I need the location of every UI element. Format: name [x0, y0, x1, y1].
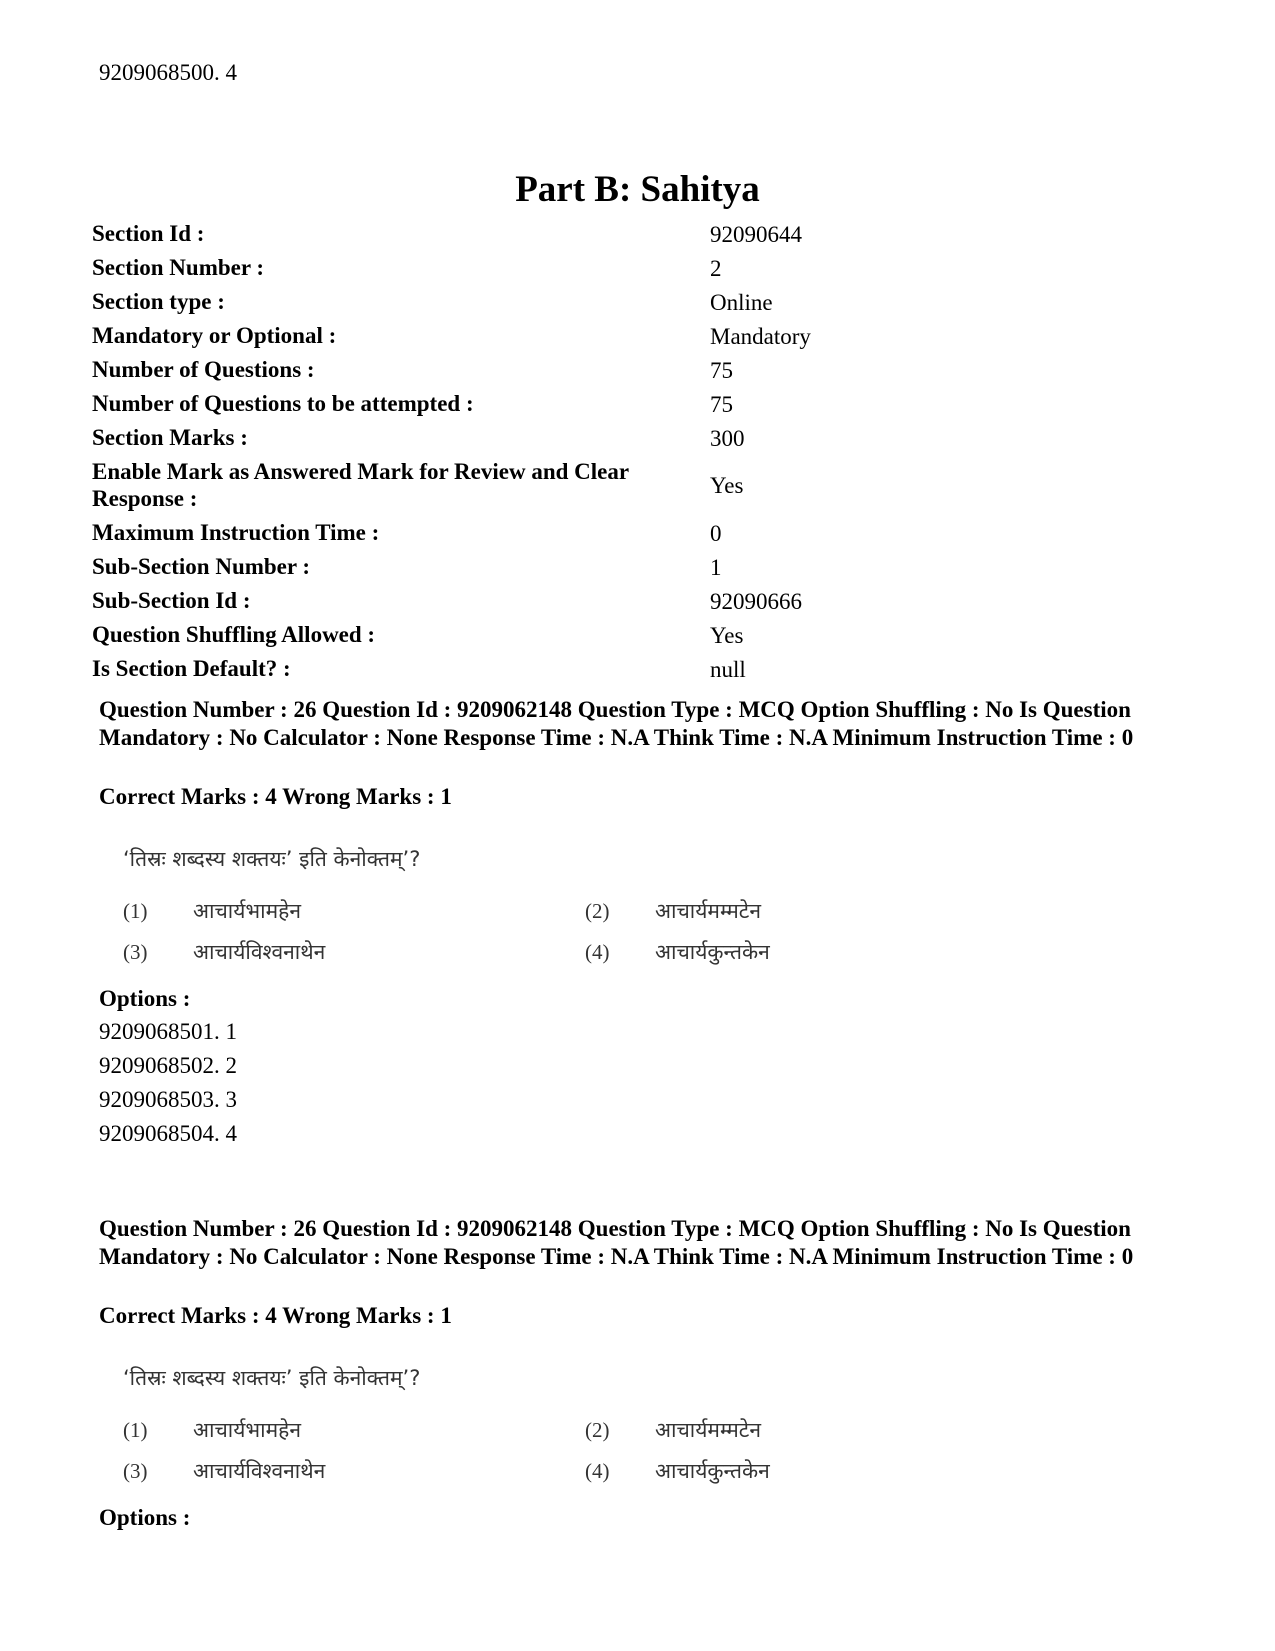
info-row: [92, 516, 811, 550]
choice-1: [123, 1416, 301, 1444]
choice-text: आचार्यकुन्तकेन: [655, 1459, 770, 1483]
info-value: 75: [710, 391, 733, 417]
part-title: Part B: Sahitya: [515, 169, 760, 210]
option-id: 9209068504. 4: [99, 1121, 237, 1146]
section-info-table: [92, 217, 811, 686]
info-value: 75: [710, 357, 733, 383]
choice-text: आचार्यभामहेन: [193, 1418, 301, 1442]
options-label: Options :: [99, 986, 191, 1011]
choice-number: (2): [585, 1418, 610, 1442]
info-row: [92, 618, 811, 652]
choice-2: [585, 1416, 761, 1444]
question-marks: Correct Marks : 4 Wrong Marks : 1: [99, 784, 452, 809]
choice-4: [585, 1457, 770, 1485]
info-row: [92, 387, 811, 421]
choice-number: (3): [123, 940, 148, 964]
info-value: 0: [710, 520, 722, 546]
choice-2: [585, 897, 761, 925]
question-text: ‘तिस्रः शब्दस्य शक्तयः’ इति केनोक्तम्’?: [123, 847, 421, 871]
previous-option-id: 9209068500. 4: [99, 60, 237, 85]
info-label: Section Number :: [92, 255, 265, 280]
choice-text: आचार्यविश्वनाथेन: [193, 1459, 326, 1483]
info-label: Mandatory or Optional :: [92, 323, 337, 348]
info-value: null: [710, 656, 746, 682]
choice-text: आचार्यभामहेन: [193, 899, 301, 923]
info-label: Section Marks :: [92, 425, 248, 450]
info-value: Yes: [710, 473, 744, 498]
choice-text: आचार्यमम्मटेन: [655, 1418, 762, 1442]
info-value: 300: [710, 425, 745, 451]
info-row: [92, 353, 811, 387]
info-row: [92, 217, 811, 251]
info-row: [92, 319, 811, 353]
info-label: Enable Mark as Answered Mark for Review and Clear Response :: [92, 459, 629, 511]
choice-number: (2): [585, 899, 610, 923]
question-marks: Correct Marks : 4 Wrong Marks : 1: [99, 1303, 452, 1328]
question-header: Question Number : 26 Question Id : 9209062148 Question Type : MCQ Option Shuffling : No Is Question Mandatory : No Calculator : None Response Time : N.A Think Time : N.A Minimum Instruction Time : 0: [99, 1216, 1134, 1269]
option-id: 9209068503. 3: [99, 1087, 237, 1112]
choice-text: आचार्यकुन्तकेन: [655, 940, 770, 964]
info-value: Online: [710, 289, 773, 315]
choice-4: [585, 938, 770, 966]
choice-3: [123, 1457, 325, 1485]
option-id: 9209068501. 1: [99, 1019, 237, 1044]
choice-3: [123, 938, 325, 966]
choice-1: [123, 897, 301, 925]
info-value: 92090644: [710, 221, 802, 247]
question-header: Question Number : 26 Question Id : 9209062148 Question Type : MCQ Option Shuffling : No Is Question Mandatory : No Calculator : None Response Time : N.A Think Time : N.A Minimum Instruction Time : 0: [99, 697, 1134, 750]
info-value: 1: [710, 554, 722, 580]
info-row: [92, 285, 811, 319]
info-label: Section type :: [92, 289, 225, 314]
options-label: Options :: [99, 1505, 191, 1530]
info-label: Is Section Default? :: [92, 656, 291, 681]
info-label: Number of Questions to be attempted :: [92, 391, 474, 416]
choice-number: (1): [123, 899, 148, 923]
info-row: [92, 251, 811, 285]
info-value: Yes: [710, 622, 744, 648]
question-text: ‘तिस्रः शब्दस्य शक्तयः’ इति केनोक्तम्’?: [123, 1366, 421, 1390]
info-row: [92, 584, 811, 618]
choice-number: (4): [585, 1459, 610, 1483]
info-row: [92, 455, 811, 516]
choice-number: (4): [585, 940, 610, 964]
info-label: Sub-Section Number :: [92, 554, 311, 579]
info-label: Section Id :: [92, 221, 205, 246]
option-id: 9209068502. 2: [99, 1053, 237, 1078]
choice-text: आचार्यविश्वनाथेन: [193, 940, 326, 964]
info-label: Number of Questions :: [92, 357, 315, 382]
choice-number: (1): [123, 1418, 148, 1442]
info-row: [92, 421, 811, 455]
choice-text: आचार्यमम्मटेन: [655, 899, 762, 923]
info-label: Sub-Section Id :: [92, 588, 251, 613]
info-row: [92, 652, 811, 686]
info-value: 2: [710, 255, 722, 281]
choice-number: (3): [123, 1459, 148, 1483]
info-value: Mandatory: [710, 323, 811, 349]
info-label: Question Shuffling Allowed :: [92, 622, 376, 647]
info-row: [92, 550, 811, 584]
info-value: 92090666: [710, 588, 802, 614]
info-label: Maximum Instruction Time :: [92, 520, 380, 545]
